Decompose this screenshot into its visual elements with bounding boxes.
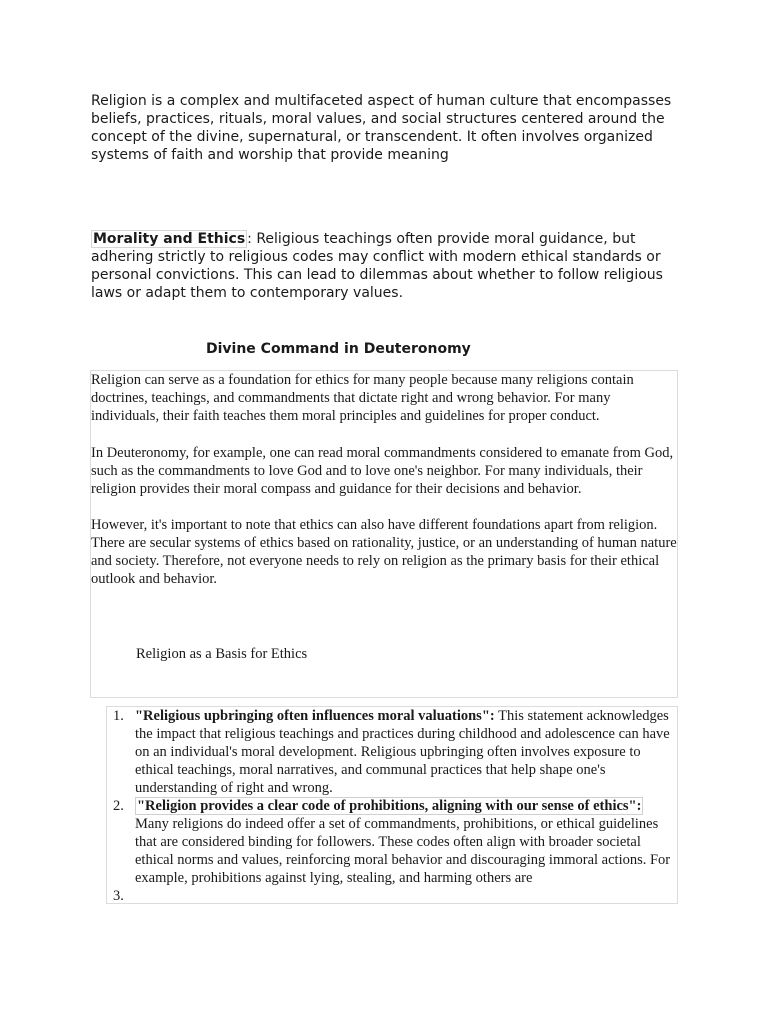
list-item: [107, 707, 677, 797]
list-number: 1.: [113, 708, 124, 724]
box-caption: Religion as a Basis for Ethics: [136, 646, 308, 662]
statements-list-box[interactable]: [106, 706, 678, 904]
box-paragraph-3: However, it's important to note that ethics can also have different foundations apart from religion. There are secular systems of ethics based on rationality, justice, or an understanding of human nature and society. Therefore, not everyone needs to rely on religion as the primary basis for their ethical outlook and behavior.: [91, 517, 677, 587]
numbered-list: [107, 707, 677, 905]
morality-paragraph: [91, 230, 681, 302]
list-item-text: This statement acknowledges the impact that religious teachings and practices during childhood and adolescence can have on an individual's moral development. Religious upbringing often involves exposure to ethical teachings, moral narratives, and communal practices that help shape one's understanding of right and wrong.: [135, 708, 670, 796]
box-paragraph-1: Religion can serve as a foundation for ethics for many people because many religions contain doctrines, teachings, and commandments that dictate right and wrong behavior. For many individuals, their faith teaches them moral principles and guidelines for proper conduct.: [91, 372, 634, 424]
list-number: 2.: [113, 798, 124, 814]
section-heading: Divine Command in Deuteronomy: [206, 341, 471, 357]
list-item-text: Many religions do indeed offer a set of commandments, prohibitions, or ethical guidelines that are considered binding for followers. These codes often align with broader societal ethical norms and values, reinforcing moral behavior and discouraging immoral actions. For example, prohibitions against lying, stealing, and harming others are: [135, 816, 671, 886]
list-item-lead: "Religion provides a clear code of prohibitions, aligning with our sense of ethics":: [137, 798, 642, 814]
morality-text: : Religious teachings often provide moral guidance, but adhering strictly to religious codes may conflict with modern ethical standards or personal convictions. This can lead to dilemmas about whether to follow religious laws or adapt them to contemporary values.: [91, 231, 663, 301]
list-item: [107, 887, 677, 905]
morality-term: Morality and Ethics: [93, 231, 246, 247]
list-item-lead: "Religious upbringing often influences moral valuations":: [135, 708, 495, 724]
intro-paragraph: Religion is a complex and multifaceted aspect of human culture that encompasses beliefs, practices, rituals, moral values, and social structures centered around the concept of the divine, supernatural, or transcendent. It often involves organized systems of faith and worship that provide meaning: [91, 93, 672, 163]
list-item: [107, 797, 677, 887]
ethics-text-box[interactable]: [90, 370, 678, 698]
list-number: 3.: [113, 888, 124, 904]
box-paragraph-2: In Deuteronomy, for example, one can read moral commandments considered to emanate from God, such as the commandments to love God and to love one's neighbor. For many individuals, their religion provides their moral compass and guidance for their decisions and behavior.: [91, 445, 674, 497]
